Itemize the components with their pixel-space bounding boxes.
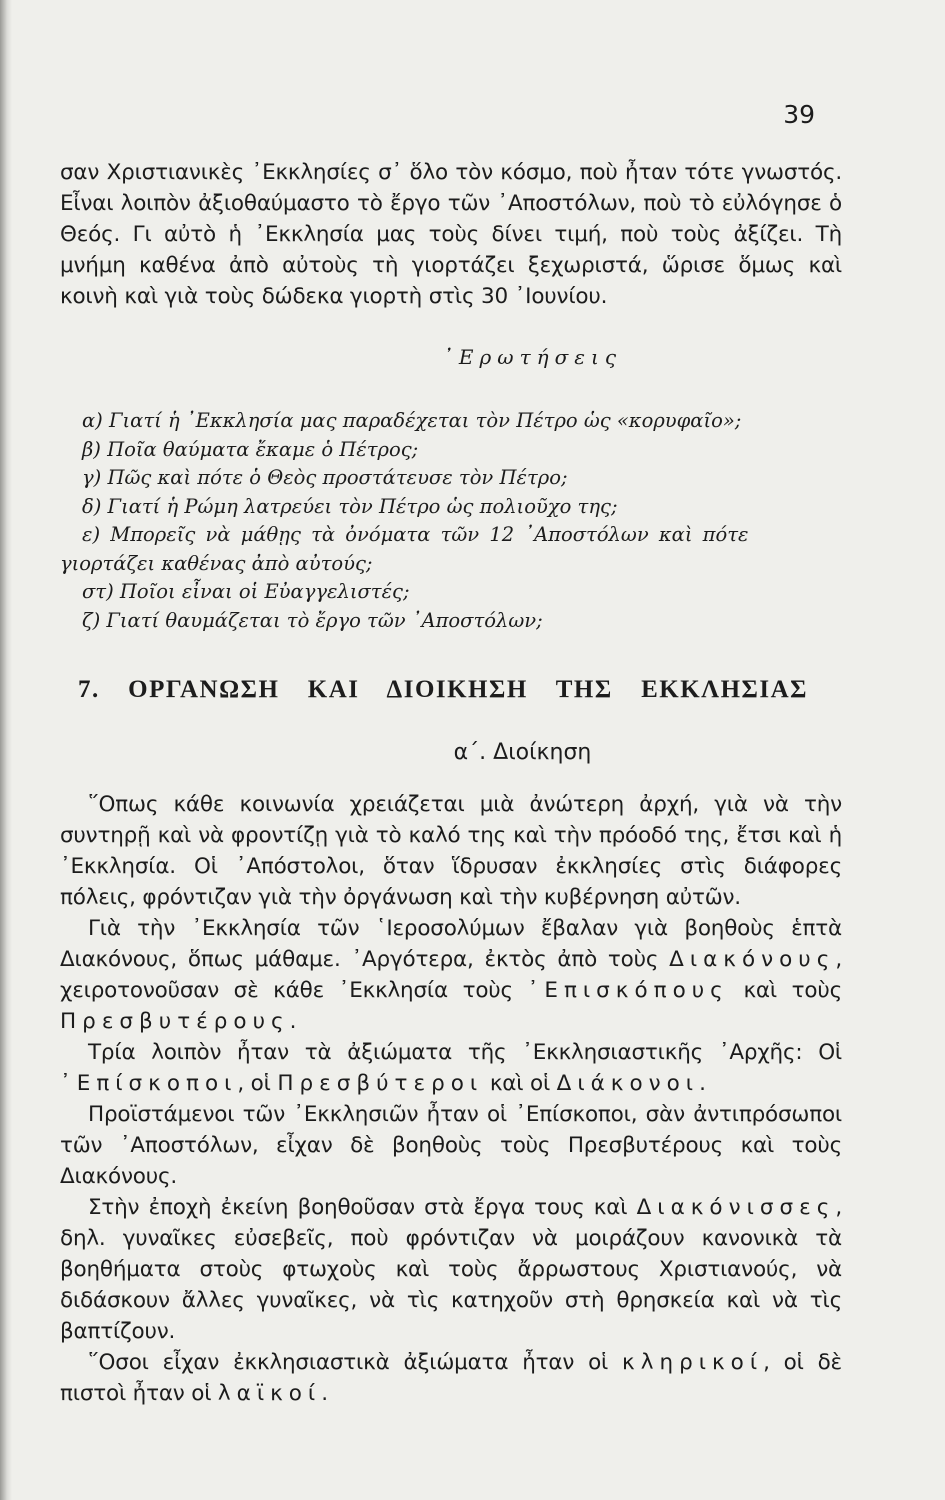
question-item: β) Ποῖα θαύματα ἔκαμε ὁ Πέτρος; — [82, 437, 419, 461]
section-title: α΄. Διοίκηση — [453, 740, 592, 765]
body-text — [60, 789, 842, 1409]
questions-list — [60, 407, 850, 635]
body-paragraph: Τρία λοιπὸν ἦταν τὰ ἀξιώματα τῆς ᾿Εκκλησιαστικῆς ᾿Αρχῆς: Οἱ ᾿Επίσκοποι, οἱ Πρεσβύτεροι καὶ οἱ Διάκονοι. — [60, 1040, 842, 1096]
chapter-number: 7. — [78, 676, 100, 703]
question-item: γ) Πῶς καὶ πότε ὁ Θεὸς προστάτευσε τὸν Πέτρο; — [82, 466, 568, 489]
body-paragraph: ῞Οσοι εἶχαν ἐκκλησιαστικὰ ἀξιώματα ἦταν οἱ κληρικοί, οἱ δὲ πιστοὶ ἦταν οἱ λαϊκοί. — [60, 1350, 842, 1406]
question-item: στ) Ποῖοι εἶναι οἱ Εὐαγγελιστές; — [82, 580, 410, 603]
question-item: ζ) Γιατί θαυμάζεται τὸ ἔργο τῶν ᾿Αποστόλων; — [82, 608, 543, 632]
question-item-continuation: γιορτάζει καθένας ἀπὸ αὐτούς; — [60, 551, 373, 575]
chapter-title — [78, 676, 808, 704]
page-number: 39 — [783, 100, 815, 129]
intro-paragraph — [60, 157, 842, 312]
body-paragraph: Προϊστάμενοι τῶν ᾿Εκκλησιῶν ἦταν οἱ ᾿Επίσκοποι, σὰν ἀντιπρόσωποι τῶν ᾿Αποστόλων, εἶχαν δὲ βοηθοὺς τοὺς Πρεσβυτέρους καὶ τοὺς Διακόνους. — [60, 1102, 842, 1189]
question-item: δ) Γιατί ἡ Ρώμη λατρεύει τὸν Πέτρο ὡς πολιοῦχο της; — [82, 494, 618, 518]
body-paragraph: ῞Οπως κάθε κοινωνία χρειάζεται μιὰ ἀνώτερη ἀρχή, γιὰ νὰ τὴν συντηρῇ καὶ νὰ φροντίζῃ γιὰ τὸ καλό της καὶ τὴν πρόοδό της, ἔτσι καὶ ἡ ᾿Εκκλησία. Οἱ ᾿Απόστολοι, ὅταν ἵδρυσαν ἐκκλησίες στὶς διάφορες πόλεις, φρόντιζαν γιὰ τὴν ὀργάνωση καὶ τὴν κυβέρνηση αὐτῶν. — [60, 792, 842, 910]
chapter-heading: ΟΡΓΑΝΩΣΗ ΚΑΙ ΔΙΟΙΚΗΣΗ ΤΗΣ ΕΚΚΛΗΣΙΑΣ — [128, 676, 809, 703]
body-paragraph: Στὴν ἐποχὴ ἐκείνη βοηθοῦσαν στὰ ἔργα τους καὶ Διακόνισσες, δηλ. γυναῖκες εὐσεβεῖς, ποὺ φρόντιζαν νὰ μοιράζουν κανονικὰ τὰ βοηθήματα στοὺς φτωχοὺς καὶ τοὺς ἄρρωστους Χριστιανούς, νὰ διδάσκουν ἄλλες γυναῖκες, νὰ τὶς κατηχοῦν στὴ θρησκεία καὶ νὰ τὶς βαπτίζουν. — [60, 1195, 842, 1344]
question-item: α) Γιατί ἡ ᾿Εκκλησία μας παραδέχεται τὸν Πέτρο ὡς «κορυφαῖο»; — [82, 409, 742, 432]
question-item: ε) Μπορεῖς νὰ μάθῃς τὰ ὀνόματα τῶν 12 ᾿Αποστόλων καὶ πότε — [82, 523, 749, 546]
body-paragraph: Γιὰ τὴν ᾿Εκκλησία τῶν ῾Ιεροσολύμων ἔβαλαν γιὰ βοηθοὺς ἑπτὰ Διακόνους, ὅπως μάθαμε. ᾿Αργότερα, ἐκτὸς ἀπὸ τοὺς Διακόνους, χειροτονοῦσαν σὲ κάθε ᾿Εκκλησία τοὺς ᾿Επισκόπους καὶ τοὺς Πρεσβυτέρους. — [60, 916, 842, 1034]
questions-heading: ᾿Ερωτήσεις — [442, 345, 623, 369]
intro-text: σαν Χριστιανικὲς ᾿Εκκλησίες σ᾿ ὅλο τὸν κόσμο, ποὺ ἦταν τότε γνωστός. Εἶναι λοιπὸν ἀξιοθαύμαστο τὸ ἔργο τῶν ᾿Αποστόλων, ποὺ τὸ εὐλόγησε ὁ Θεός. Γι αὐτὸ ἡ ᾿Εκκλησία μας τοὺς δίνει τιμή, ποὺ τοὺς ἀξίζει. Τὴ μνήμη καθένα ἀπὸ αὐτοὺς τὴ γιορτάζει ξεχωριστά, ὥρισε ὅμως καὶ κοινὴ καὶ γιὰ τοὺς δώδεκα γιορτὴ στὶς 30 ᾿Ιουνίου. — [60, 160, 842, 309]
